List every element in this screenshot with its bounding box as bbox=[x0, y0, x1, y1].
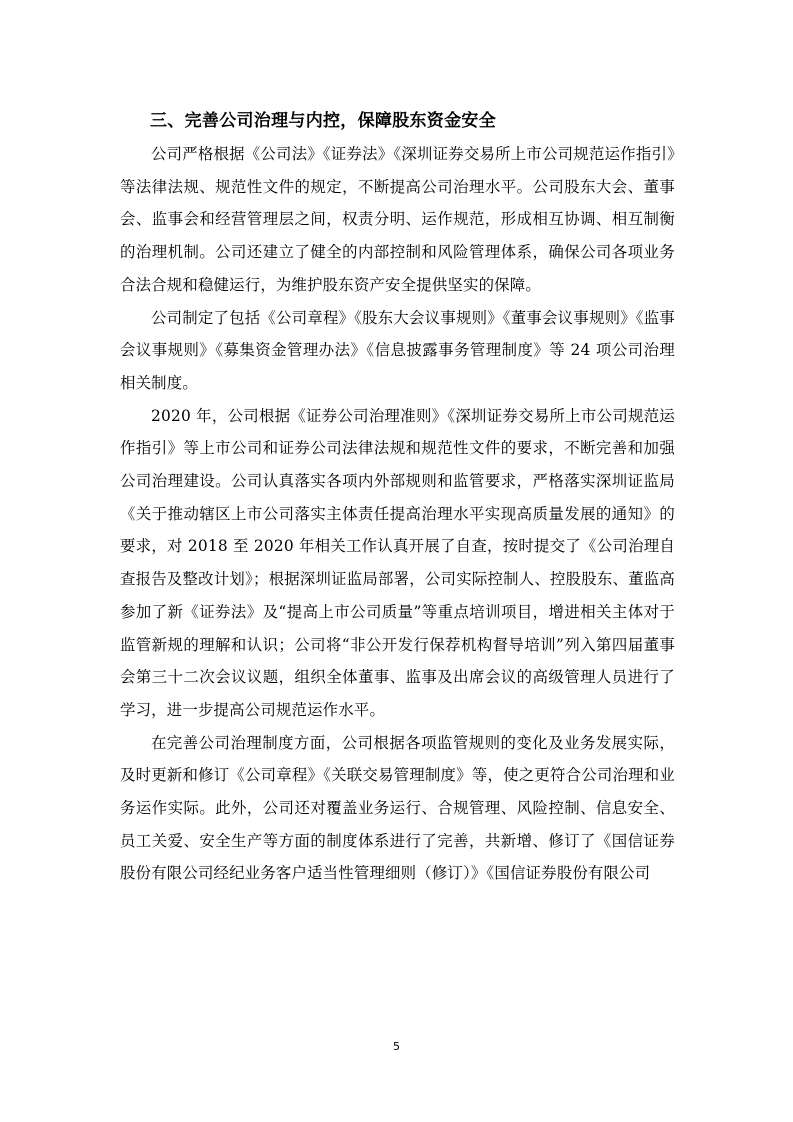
paragraph-system-improvement: 在完善公司治理制度方面，公司根据各项监管规则的变化及业务发展实际，及时更新和修订《公司章程》《关联交易管理制度》等，使之更符合公司治理和业务运作实际。此外，公司还对覆盖业务运行、合规管理、风险控制、信息安全、员工关爱、安全生产等方面的制度体系进行了完善，共新增、修订了《国信证券股份有限公司经纪业务客户适当性管理细则（修订）》《国信证券股份有限公司 bbox=[120, 733, 675, 883]
paragraph-2020-governance: 2020 年，公司根据《证券公司治理准则》《深圳证券交易所上市公司规范运作指引》等上市公司和证券公司法律法规和规范性文件的要求，不断完善和加强公司治理建设。公司认真落实各项内外部规则和监管要求，严格落实深圳证监局《关于推动辖区上市公司落实主体责任提高治理水平实现高质量发展的通知》的要求，对 2018 至 2020 年相关工作认真开展了自查，按时提交了《公司治理自查报告及整改计划》；根据深圳证监局部署，公司实际控制人、控股股东、董监高参加了新《证券法》及“提高上市公司质量”等重点培训项目，增进相关主体对于监管新规的理解和认识；公司将“非公开发行保荐机构督导培训”列入第四届董事会第三十二次会议议题，组织全体董事、监事及出席会议的高级管理人员进行了学习，进一步提高公司规范运作水平。 bbox=[120, 406, 675, 719]
document-body bbox=[120, 104, 675, 890]
paragraph-governance-rules: 公司制定了包括《公司章程》《股东大会议事规则》《董事会议事规则》《监事会议事规则》《募集资金管理办法》《信息披露事务管理制度》等 24 项公司治理相关制度。 bbox=[120, 308, 675, 392]
paragraph-governance-framework: 公司严格根据《公司法》《证券法》《深圳证券交易所上市公司规范运作指引》等法律法规、规范性文件的规定，不断提高公司治理水平。公司股东大会、董事会、监事会和经营管理层之间，权责分明、运作规范，形成相互协调、相互制衡的治理机制。公司还建立了健全的内部控制和风险管理体系，确保公司各项业务合法合规和稳健运行，为维护股东资产安全提供坚实的保障。 bbox=[120, 145, 675, 294]
section-heading: 三、完善公司治理与内控，保障股东资金安全 bbox=[150, 111, 496, 131]
page-number: 5 bbox=[393, 1040, 400, 1053]
